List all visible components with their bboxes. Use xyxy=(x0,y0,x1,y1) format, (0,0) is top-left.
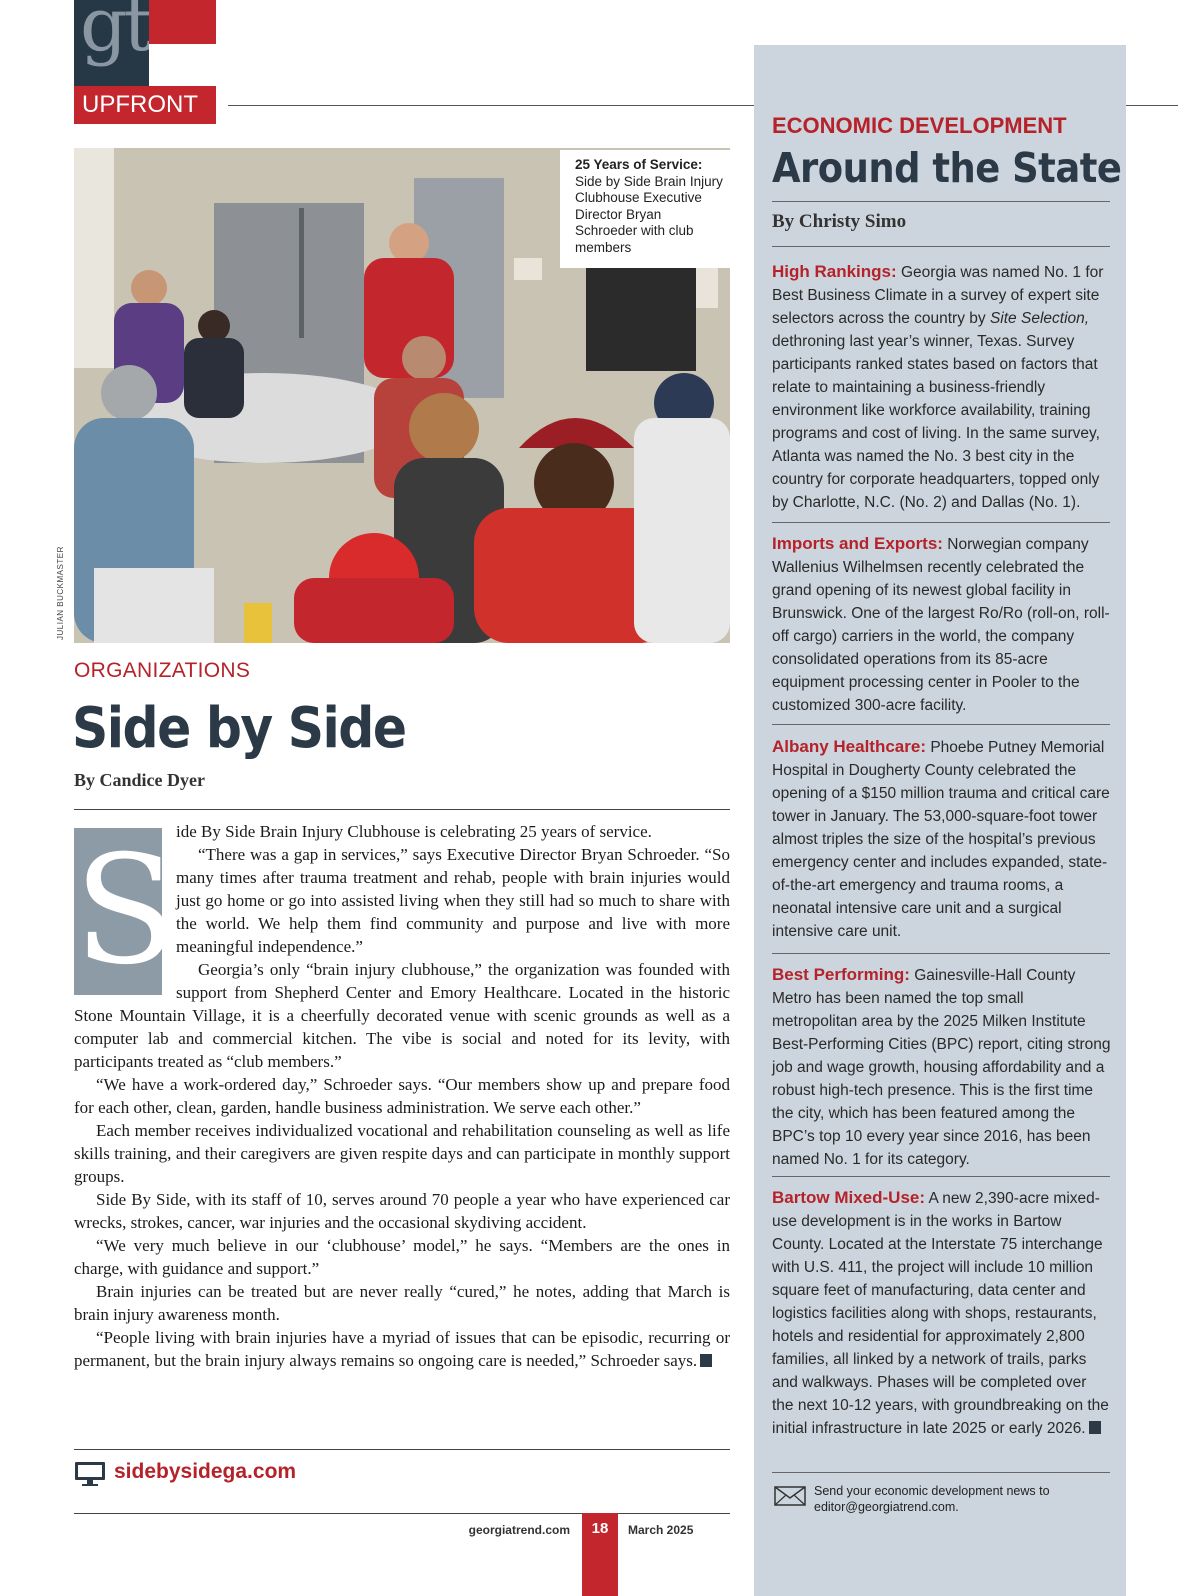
section-heading: Bartow Mixed-Use: xyxy=(772,1188,926,1207)
sidebar-rule xyxy=(772,246,1110,247)
section-heading: Albany Healthcare: xyxy=(772,737,926,756)
section-heading: High Rankings: xyxy=(772,262,897,281)
paragraph: ide By Side Brain Injury Clubhouse is celebrating 25 years of service. xyxy=(176,822,652,841)
sidebar-kicker: ECONOMIC DEVELOPMENT xyxy=(772,113,1067,138)
section-heading: Best Performing: xyxy=(772,965,910,984)
section-heading: Imports and Exports: xyxy=(772,534,943,553)
computer-monitor-icon xyxy=(74,1461,106,1487)
section-text: Norwegian company Wallenius Wilhelmsen recently celebrated the grand opening of its newest global facility in Brunswick. One of the largest Ro/Ro (roll-on, roll-off cargo) carriers in the world, the company consolidated operations from its 85-acre equipment processing center in Pooler to the customized 300-acre facility. xyxy=(772,536,1110,714)
sidebar-footer-note: Send your economic development news to editor@georgiatrend.com. xyxy=(814,1484,1050,1514)
paragraph-last xyxy=(74,1326,730,1372)
sidebar-section xyxy=(772,735,1112,943)
mail-icon xyxy=(774,1486,806,1506)
photo-caption xyxy=(575,157,727,256)
paragraph: “We very much believe in our ‘clubhouse’ model,” he says. “Members are the ones in charge, with guidance and support.” xyxy=(74,1236,730,1278)
footer-site: georgiatrend.com xyxy=(468,1523,570,1537)
dropcap: S xyxy=(74,824,177,998)
paragraph: “We have a work-ordered day,” Schroeder says. “Our members show up and prepare food for each other, clean, garden, handle business administration. We serve each other.” xyxy=(74,1075,730,1117)
footer-rule xyxy=(74,1513,730,1514)
sidebar-byline: By Christy Simo xyxy=(772,211,907,232)
section-text: Phoebe Putney Memorial Hospital in Dougherty County celebrated the opening of a $150 million trauma and critical care tower in January. The 53,000-square-foot tower almost triples the size of the hospital’s previous emergency center and includes expanded, state-of-the-art emergency and trauma rooms, a neonatal intensive care unit and a surgical intensive care unit. xyxy=(772,739,1110,940)
section-text: A new 2,390-acre mixed-use development is in the works in Bartow County. Located at the Interstate 75 interchange with U.S. 411, the project will include 10 million square feet of manufacturing, data center and logistics facilities along with shops, restaurants, hotels and residential for approximately 2,800 families, all linked by a network of trails, parks and walkways. Phases will be completed over the next 10-12 years, with groundbreaking on the initial infrastructure in late 2025 or early 2026. xyxy=(772,1190,1109,1437)
end-mark-icon xyxy=(1089,1421,1101,1434)
section-text: Georgia was named No. 1 for Best Business Climate in a survey of expert site selectors across the country by xyxy=(772,264,1104,327)
paragraph: Side By Side, with its staff of 10, serves around 70 people a year who have experienced car wrecks, strokes, cancer, war injuries and the occasional skydiving accident. xyxy=(74,1190,730,1232)
logo-red-block xyxy=(148,0,216,44)
section-label: UPFRONT xyxy=(74,86,216,124)
photo-credit: JULIAN BUCKMASTER xyxy=(56,546,65,640)
section-italic: Site Selection, xyxy=(989,310,1090,327)
paragraph: “There was a gap in services,” says Executive Director Bryan Schroeder. “So many times after trauma treatment and rehab, people with brain injuries would just go home or go into assisted living when they still had so much to share with the world. We help them find community and purpose and live with more meaningful independence.” xyxy=(176,845,730,956)
sidebar-divider xyxy=(772,522,1110,523)
article-rule xyxy=(74,809,730,810)
sidebar-section xyxy=(772,1186,1112,1440)
caption-title: 25 Years of Service: xyxy=(575,157,703,172)
article-rule xyxy=(74,1449,730,1450)
paragraph: Brain injuries can be treated but are never really “cured,” he notes, adding that March is brain injury awareness month. xyxy=(74,1282,730,1324)
logo xyxy=(74,0,149,86)
sidebar-section xyxy=(772,532,1112,717)
article-byline: By Candice Dyer xyxy=(74,770,205,790)
footer-date: March 2025 xyxy=(628,1523,694,1537)
article-headline: Side by Side xyxy=(72,696,406,761)
caption-text: Side by Side Brain Injury Clubhouse Executive Director Bryan Schroeder with club members xyxy=(575,173,723,255)
sidebar-divider xyxy=(772,1176,1110,1177)
sidebar-divider xyxy=(772,724,1110,725)
logo-text: gt xyxy=(80,0,149,68)
website-link[interactable]: sidebysidega.com xyxy=(114,1460,297,1483)
page-number: 18 xyxy=(591,1520,609,1537)
paragraph: Each member receives individualized vocational and rehabilitation counseling as well as life skills training, and their caregivers are given respite days and can participate in monthly support groups. xyxy=(74,1121,730,1186)
sidebar-divider xyxy=(772,953,1110,954)
section-text: Gainesville-Hall County Metro has been named the top small metropolitan area by the 2025 Milken Institute Best-Performing Cities (BPC) report, citing strong job and wage growth, housing affordability and a robust high-tech presence. This is the first time the city, which has been featured among the BPC’s top 10 every year since 2016, has been named No. 1 for its category. xyxy=(772,967,1111,1168)
sidebar-section xyxy=(772,963,1112,1171)
paragraph-text: “People living with brain injuries have a myriad of issues that can be episodic, recurring or permanent, but the brain injury always remains so ongoing care is needed,” Schroeder says. xyxy=(74,1328,730,1370)
section-text: dethroning last year’s winner, Texas. Survey participants ranked states based on factors that relate to maintaining a business-friendly environment like workforce availability, training programs and cost of living. In the same survey, Atlanta was named the No. 3 best city in the country for corporate headquarters, topped only by Charlotte, N.C. (No. 2) and Dallas (No. 1). xyxy=(772,333,1100,511)
article-kicker: ORGANIZATIONS xyxy=(74,659,251,682)
sidebar-title: Around the State xyxy=(772,144,1122,192)
sidebar-section xyxy=(772,260,1112,514)
sidebar-divider xyxy=(772,1472,1110,1473)
end-mark-icon xyxy=(700,1354,712,1367)
sidebar-rule xyxy=(772,201,1110,202)
paragraph: Georgia’s only “brain injury clubhouse,” the organization was founded with support from Shepherd Center and Emory Healthcare. Located in the historic Stone Mountain Village, it is a cheerfully decorated venue with scenic grounds as well as a computer lab and commercial kitchen. The vibe is social and noted for its levity, with participants treated as “club members.” xyxy=(74,960,730,1071)
